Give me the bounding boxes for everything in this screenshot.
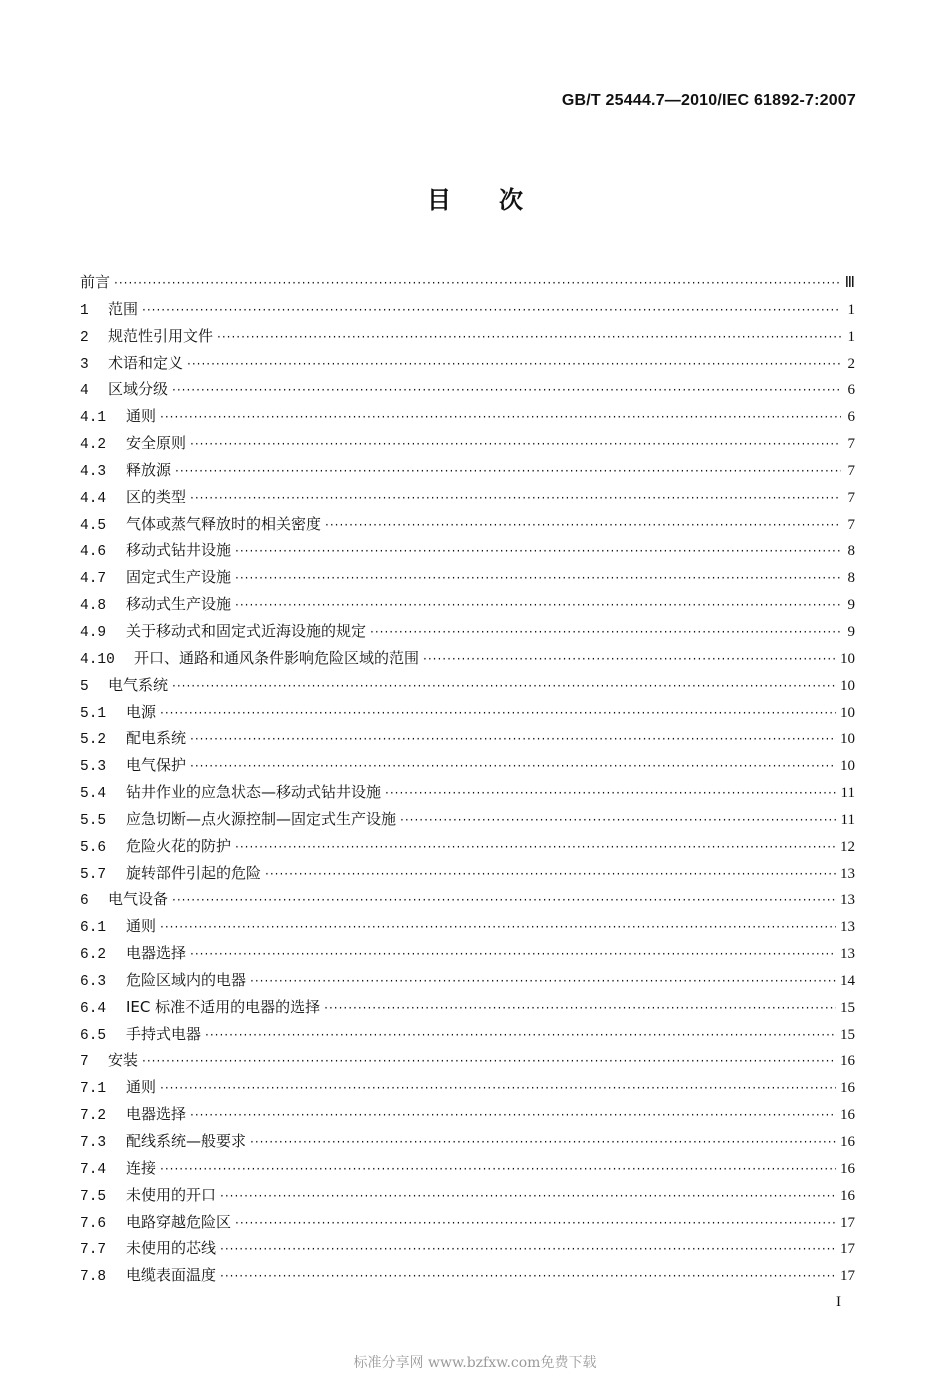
- toc-entry-page: 17: [840, 1268, 855, 1285]
- toc-entry-page: 7: [847, 436, 855, 453]
- toc-entry-title: 移动式钻井设施: [126, 541, 232, 560]
- toc-entry-title: 电气系统: [108, 675, 169, 694]
- leader-dots: [250, 974, 836, 988]
- toc-entry[interactable]: [80, 888, 855, 915]
- toc-entry-page: 10: [840, 677, 855, 694]
- toc-entry[interactable]: [80, 593, 855, 620]
- toc-entry-number: 7.6: [80, 1215, 107, 1232]
- toc-entry-page: 7: [847, 462, 855, 479]
- toc-entry-title: 气体或蒸气释放时的相关密度: [126, 514, 322, 533]
- toc-entry[interactable]: [80, 915, 855, 942]
- toc-entry-number: 7.7: [80, 1242, 107, 1259]
- toc-entry[interactable]: [80, 486, 855, 513]
- toc-entry-title: 配电系统: [126, 729, 187, 748]
- toc-entry[interactable]: [80, 539, 855, 566]
- toc-entry-title: 钻井作业的应急状态—移动式钻井设施: [126, 783, 382, 802]
- toc-entry-page: 16: [840, 1053, 855, 1070]
- toc-entry-title: 危险火花的防护: [126, 836, 232, 855]
- leader-dots: [220, 1242, 836, 1256]
- leader-dots: [114, 276, 841, 290]
- toc-entry[interactable]: [80, 378, 855, 405]
- toc-entry-page: 15: [840, 999, 855, 1016]
- leader-dots: [190, 491, 841, 505]
- toc-entry[interactable]: [80, 835, 855, 862]
- toc-entry-page: 8: [847, 543, 855, 560]
- toc-entry-title: 区域分级: [108, 380, 169, 399]
- toc-entry-number: 4.4: [80, 490, 107, 507]
- toc-entry-page: 13: [840, 946, 855, 963]
- leader-dots: [187, 357, 841, 371]
- toc-entry-number: 7.3: [80, 1135, 107, 1151]
- toc-entry-number: 4.1: [80, 410, 107, 427]
- toc-entry-number: 6.4: [80, 1000, 107, 1017]
- leader-dots: [160, 1081, 836, 1095]
- toc-entry-number: 4.10: [80, 651, 115, 668]
- toc-entry-page: 9: [847, 623, 855, 640]
- leader-dots: [190, 437, 841, 451]
- toc-entry[interactable]: [80, 620, 855, 647]
- toc-entry-number: 3: [80, 356, 89, 373]
- toc-entry[interactable]: [80, 1076, 855, 1103]
- toc-entry-page: 13: [840, 919, 855, 936]
- leader-dots: [190, 732, 836, 746]
- toc-entry-title: 通则: [126, 1078, 157, 1097]
- toc-entry[interactable]: [80, 942, 855, 969]
- toc-entry[interactable]: [80, 1049, 855, 1076]
- leader-dots: [172, 679, 836, 693]
- toc-entry-number: 4.9: [80, 624, 107, 641]
- toc-entry-title: 前言: [80, 273, 111, 291]
- toc-entry-title: 固定式生产设施: [126, 568, 232, 587]
- toc-entry-number: 4.5: [80, 517, 107, 534]
- leader-dots: [205, 1028, 836, 1042]
- leader-dots: [172, 893, 836, 907]
- toc-entry-title: IEC 标准不适用的电器的选择: [126, 997, 321, 1016]
- toc-entry-page: 17: [840, 1214, 855, 1231]
- toc-entry-page: 1: [847, 328, 855, 345]
- toc-entry-title: 手持式电器: [126, 1024, 202, 1043]
- toc-entry-number: 5.4: [80, 786, 107, 803]
- toc-entry-number: 6.5: [80, 1027, 107, 1044]
- toc-entry-page: 12: [840, 838, 855, 855]
- toc-entry-title: 安全原则: [126, 434, 187, 453]
- toc-entry-title: 未使用的开口: [126, 1185, 217, 1204]
- leader-dots: [142, 1054, 836, 1068]
- toc-entry-number: 5.6: [80, 839, 107, 856]
- toc-entry[interactable]: [80, 969, 855, 996]
- toc-entry-page: 2: [847, 355, 855, 372]
- toc-entry[interactable]: [80, 727, 855, 754]
- toc-entry-page: 13: [840, 892, 855, 909]
- leader-dots: [400, 813, 837, 827]
- toc-entry-number: 6.2: [80, 947, 107, 964]
- toc-entry-number: 4.3: [80, 463, 107, 480]
- toc-entry-number: 5.7: [80, 866, 107, 883]
- toc-entry[interactable]: [80, 1103, 855, 1130]
- toc-entry-page: 10: [840, 731, 855, 748]
- toc-entry[interactable]: [80, 1264, 855, 1291]
- leader-dots: [385, 786, 837, 800]
- toc-entry-number: 4.2: [80, 437, 107, 454]
- toc-entry-number: 5.5: [80, 812, 107, 829]
- leader-dots: [142, 303, 841, 317]
- leader-dots: [217, 330, 841, 344]
- leader-dots: [250, 1135, 836, 1149]
- toc-entry-number: 4.7: [80, 571, 107, 588]
- toc-entry-page: 7: [847, 489, 855, 506]
- toc-entry[interactable]: [80, 701, 855, 728]
- toc-entry-page: 1: [847, 301, 855, 318]
- toc-entry-title: 移动式生产设施: [126, 595, 232, 614]
- leader-dots: [423, 652, 836, 666]
- toc-entry[interactable]: [80, 325, 855, 352]
- leader-dots: [235, 598, 841, 612]
- table-of-contents: [80, 271, 855, 1291]
- leader-dots: [265, 867, 836, 881]
- toc-entry[interactable]: [80, 352, 855, 379]
- leader-dots: [235, 544, 841, 558]
- toc-entry-title: 未使用的芯线: [126, 1239, 217, 1258]
- leader-dots: [160, 920, 836, 934]
- leader-dots: [220, 1269, 836, 1283]
- toc-entry-page: 7: [847, 516, 855, 533]
- toc-entry-number: 7.4: [80, 1161, 107, 1178]
- toc-entry[interactable]: [80, 808, 855, 835]
- toc-entry-title: 规范性引用文件: [108, 326, 214, 345]
- toc-entry-page: 16: [840, 1080, 855, 1097]
- toc-entry-page: 6: [847, 409, 855, 426]
- toc-entry-number: 6: [80, 893, 89, 910]
- leader-dots: [172, 383, 841, 397]
- toc-entry[interactable]: [80, 459, 855, 486]
- toc-entry-number: 7: [80, 1054, 89, 1071]
- toc-entry-title: 通则: [126, 407, 157, 426]
- toc-entry-title: 释放源: [126, 460, 172, 479]
- toc-entry[interactable]: [80, 271, 855, 298]
- toc-entry[interactable]: [80, 1130, 855, 1157]
- toc-entry-page: 16: [840, 1187, 855, 1204]
- toc-entry-page: 16: [840, 1134, 855, 1150]
- toc-entry[interactable]: [80, 566, 855, 593]
- toc-entry[interactable]: [80, 513, 855, 540]
- toc-entry[interactable]: [80, 647, 855, 674]
- toc-entry-title: 应急切断—点火源控制—固定式生产设施: [126, 809, 397, 828]
- toc-entry-number: 6.3: [80, 973, 107, 990]
- leader-dots: [190, 947, 836, 961]
- toc-entry[interactable]: [80, 298, 855, 325]
- toc-entry-title: 电气设备: [108, 890, 169, 909]
- leader-dots: [160, 1162, 836, 1176]
- toc-entry[interactable]: [80, 996, 855, 1023]
- toc-entry-number: 7.8: [80, 1269, 107, 1286]
- toc-entry-number: 1: [80, 302, 89, 319]
- leader-dots: [175, 464, 841, 478]
- leader-dots: [235, 1216, 836, 1230]
- toc-entry-number: 5.2: [80, 732, 107, 749]
- page-number: I: [836, 1294, 841, 1310]
- toc-entry-title: 连接: [126, 1158, 157, 1177]
- toc-entry-number: 5.1: [80, 705, 107, 722]
- toc-entry-page: Ⅲ: [844, 275, 855, 291]
- toc-entry-title: 危险区域内的电器: [126, 970, 247, 989]
- page-title: 目次: [427, 186, 571, 214]
- toc-entry[interactable]: [80, 1157, 855, 1184]
- leader-dots: [190, 759, 836, 773]
- toc-entry-title: 术语和定义: [108, 353, 184, 372]
- leader-dots: [370, 625, 841, 639]
- toc-entry-title: 电器选择: [126, 1105, 187, 1124]
- toc-entry-page: 9: [847, 597, 855, 614]
- toc-entry-page: 16: [840, 1107, 855, 1124]
- toc-entry-page: 16: [840, 1160, 855, 1177]
- toc-entry-title: 电缆表面温度: [126, 1266, 217, 1285]
- toc-entry[interactable]: [80, 781, 855, 808]
- leader-dots: [324, 1001, 836, 1015]
- toc-entry[interactable]: [80, 1023, 855, 1050]
- toc-entry-number: 7.5: [80, 1188, 107, 1205]
- toc-entry-number: 4.8: [80, 598, 107, 615]
- toc-entry-title: 配线系统—般要求: [126, 1132, 247, 1150]
- toc-entry-page: 17: [840, 1241, 855, 1258]
- leader-dots: [235, 571, 841, 585]
- leader-dots: [190, 1108, 836, 1122]
- toc-entry-title: 开口、通路和通风条件影响危险区域的范围: [134, 648, 420, 667]
- toc-entry-page: 11: [840, 811, 855, 828]
- toc-entry[interactable]: [80, 862, 855, 889]
- toc-entry-page: 8: [847, 570, 855, 587]
- leader-dots: [160, 410, 841, 424]
- toc-entry-title: 通则: [126, 917, 157, 936]
- toc-entry-page: 10: [840, 758, 855, 775]
- toc-entry-title: 安装: [108, 1051, 139, 1070]
- toc-entry-title: 电源: [126, 702, 157, 721]
- toc-entry-title: 区的类型: [126, 487, 187, 506]
- toc-entry-title: 电器选择: [126, 944, 187, 963]
- toc-entry[interactable]: [80, 1211, 855, 1238]
- toc-entry-page: 10: [840, 650, 855, 667]
- leader-dots: [235, 840, 836, 854]
- toc-entry-number: 7.2: [80, 1108, 107, 1125]
- leader-dots: [160, 706, 836, 720]
- toc-entry-number: 5.3: [80, 759, 107, 776]
- toc-entry-page: 10: [840, 704, 855, 721]
- toc-entry[interactable]: [80, 674, 855, 701]
- toc-entry-page: 13: [840, 865, 855, 882]
- toc-entry-title: 关于移动式和固定式近海设施的规定: [126, 621, 367, 640]
- toc-entry[interactable]: [80, 405, 855, 432]
- toc-entry[interactable]: [80, 754, 855, 781]
- toc-entry-number: 7.1: [80, 1081, 107, 1098]
- toc-entry-title: 电路穿越危险区: [126, 1212, 232, 1231]
- toc-entry-page: 15: [840, 1026, 855, 1043]
- toc-entry[interactable]: [80, 432, 855, 459]
- watermark: 标准分享网 www.bzfxw.com免费下载: [353, 1355, 597, 1371]
- toc-entry-title: 旋转部件引起的危险: [126, 863, 262, 882]
- toc-entry-title: 电气保护: [126, 756, 187, 775]
- toc-entry[interactable]: [80, 1237, 855, 1264]
- toc-entry-page: 14: [840, 972, 855, 989]
- toc-entry-title: 范围: [108, 299, 139, 318]
- toc-entry[interactable]: [80, 1184, 855, 1211]
- toc-entry-number: 6.1: [80, 920, 107, 937]
- toc-entry-number: 4.6: [80, 544, 107, 561]
- standard-number: GB/T 25444.7—2010/IEC 61892-7:2007: [561, 92, 856, 109]
- toc-entry-number: 5: [80, 678, 89, 695]
- toc-entry-number: 4: [80, 383, 89, 400]
- toc-entry-page: 6: [847, 382, 855, 399]
- leader-dots: [325, 518, 841, 532]
- toc-entry-number: 2: [80, 329, 89, 346]
- leader-dots: [220, 1189, 836, 1203]
- toc-entry-page: 11: [840, 785, 855, 802]
